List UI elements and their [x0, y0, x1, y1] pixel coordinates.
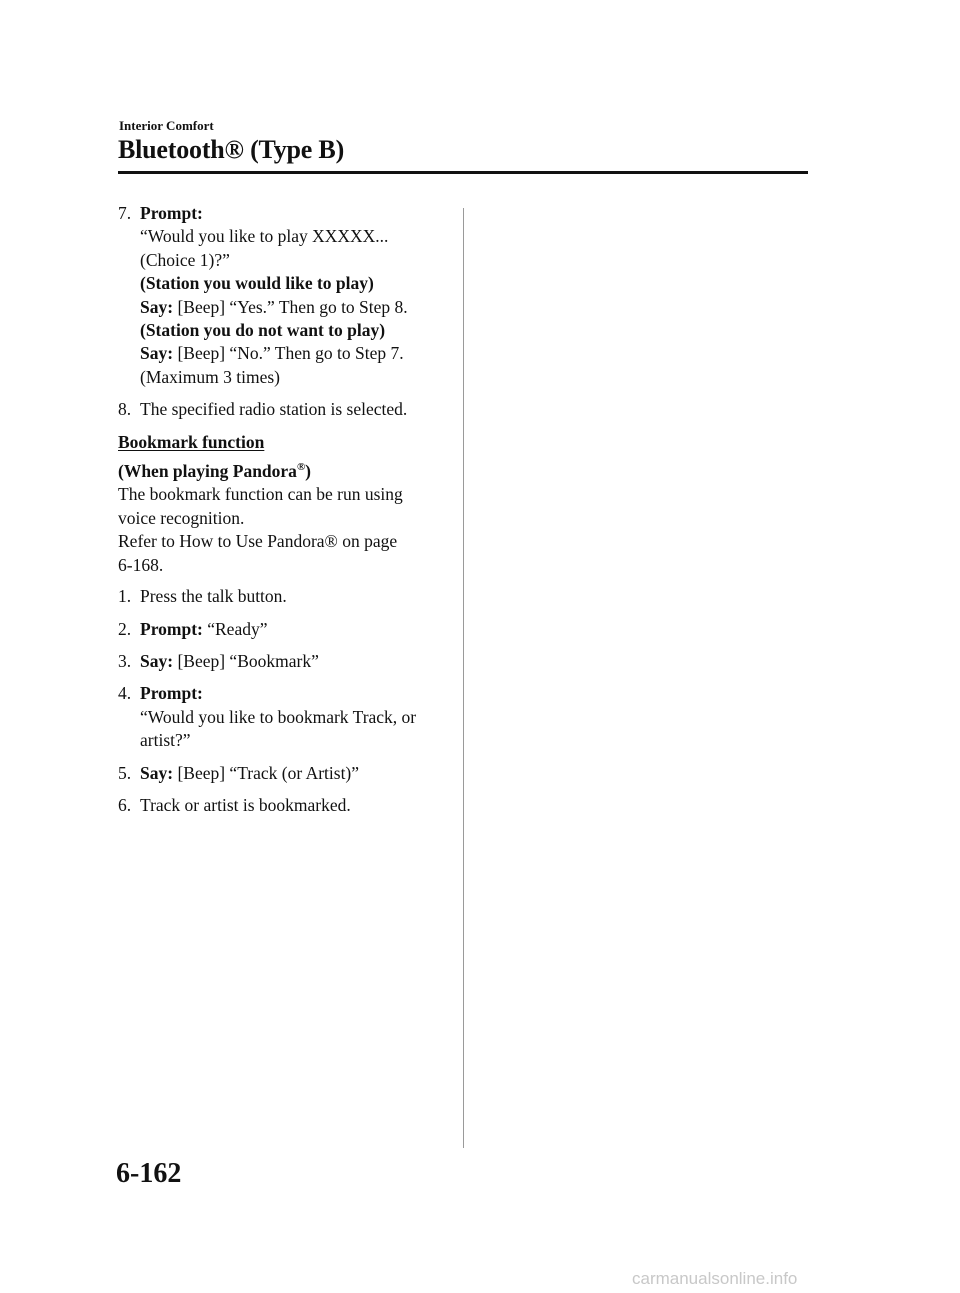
say-label: Say: — [140, 343, 174, 364]
bookmark-step-4 — [118, 682, 448, 752]
bookmark-heading: Bookmark function — [118, 431, 265, 452]
description-line: Refer to How to Use Pandora® on page — [118, 531, 398, 552]
bookmark-description — [118, 460, 448, 577]
step-8 — [118, 398, 448, 421]
step-number: 6. — [118, 794, 132, 815]
page-title: Bluetooth® (Type B) — [118, 135, 345, 164]
step-number: 8. — [118, 399, 132, 420]
left-column — [118, 202, 448, 826]
bookmark-step-2 — [118, 618, 448, 641]
description-line: 6-168. — [118, 554, 164, 575]
prompt-label: Prompt: — [140, 618, 203, 639]
step-text: [Beep] “Bookmark” — [173, 650, 319, 671]
section-label: Interior Comfort — [119, 118, 214, 133]
prompt-text-line: artist?” — [140, 730, 191, 751]
prompt-text-line: (Choice 1)?” — [140, 249, 230, 270]
title-rule — [118, 171, 808, 174]
bookmark-step-5 — [118, 762, 448, 785]
bookmark-step-3 — [118, 650, 448, 673]
prompt-text-line: “Would you like to play XXXXX... — [140, 226, 389, 247]
case-heading: (Station you would like to play) — [140, 273, 374, 294]
prompt-label: Prompt: — [140, 683, 203, 704]
say-label: Say: — [140, 296, 174, 317]
say-text: [Beep] “No.” Then go to Step 7. — [173, 343, 404, 364]
bookmark-subheading: (When playing Pandora®) — [118, 461, 311, 482]
step-number: 7. — [118, 203, 132, 223]
prompt-text-line: “Would you like to bookmark Track, or — [140, 706, 417, 727]
step-text: Track or artist is bookmarked. — [140, 794, 351, 815]
step-number: 4. — [118, 683, 132, 704]
step-number: 1. — [118, 586, 132, 607]
step-7 — [118, 202, 448, 389]
bookmark-step-1 — [118, 585, 448, 608]
say-label: Say: — [140, 762, 174, 783]
bookmark-step-6 — [118, 794, 448, 817]
step-number: 2. — [118, 618, 132, 639]
step-number: 5. — [118, 762, 132, 783]
step-note: (Maximum 3 times) — [140, 366, 280, 387]
step-text: “Ready” — [202, 618, 268, 639]
say-text: [Beep] “Yes.” Then go to Step 8. — [173, 296, 408, 317]
page-number: 6-162 — [116, 1158, 182, 1189]
step-text: Press the talk button. — [140, 586, 287, 607]
watermark: carmanualsonline.info — [632, 1269, 798, 1288]
column-divider — [463, 208, 464, 1148]
description-line: The bookmark function can be run using — [118, 484, 403, 505]
step-text: The specified radio station is selected. — [140, 399, 408, 420]
step-number: 3. — [118, 650, 132, 671]
prompt-label: Prompt: — [140, 203, 203, 223]
say-label: Say: — [140, 650, 174, 671]
description-line: voice recognition. — [118, 507, 245, 528]
case-heading: (Station you do not want to play) — [140, 320, 386, 341]
step-text: [Beep] “Track (or Artist)” — [173, 762, 360, 783]
